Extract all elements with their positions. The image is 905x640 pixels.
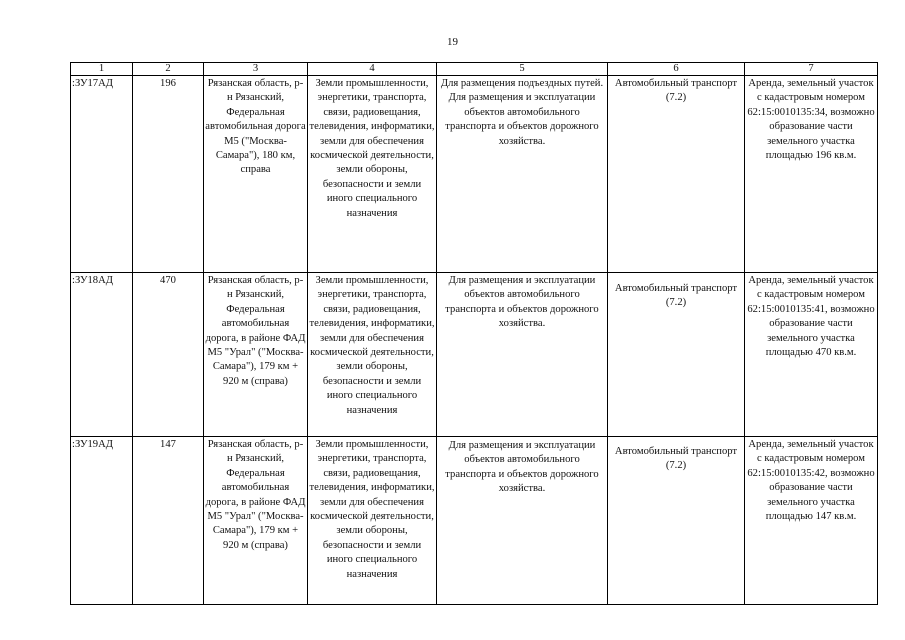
land-category-cell: Земли промышленности, энергетики, транспорта, связи, радиовещания, телевидения, информатики, земли для обеспечения космической деятельности, земли обороны, безопасности и земли иного специального назначения bbox=[308, 273, 437, 437]
rights-cell: Аренда, земельный участок с кадастровым номером 62:15:0010135:34, возможно образование части земельного участка площадью 196 кв.м. bbox=[745, 76, 878, 273]
purpose-cell: Для размещения и эксплуатации объектов автомобильного транспорта и объектов дорожного хозяйства. bbox=[437, 273, 608, 437]
rights-cell: Аренда, земельный участок с кадастровым номером 62:15:0010135:42, возможно образование части земельного участка площадью 147 кв.м. bbox=[745, 437, 878, 605]
table-row bbox=[71, 273, 878, 437]
purpose-cell: Для размещения подъездных путей. Для размещения и эксплуатации объектов автомобильного транспорта и объектов дорожного хозяйства. bbox=[437, 76, 608, 273]
plot-area-cell: 470 bbox=[133, 273, 204, 437]
column-number-header: 5 bbox=[437, 63, 608, 76]
table-row bbox=[71, 437, 878, 605]
purpose-cell: Для размещения и эксплуатации объектов автомобильного транспорта и объектов дорожного хозяйства. bbox=[437, 437, 608, 605]
column-number-header: 3 bbox=[204, 63, 308, 76]
rights-cell: Аренда, земельный участок с кадастровым номером 62:15:0010135:41, возможно образование части земельного участка площадью 470 кв.м. bbox=[745, 273, 878, 437]
table-row bbox=[71, 76, 878, 273]
column-number-header: 1 bbox=[71, 63, 133, 76]
column-number-header: 4 bbox=[308, 63, 437, 76]
page-number: 19 bbox=[447, 36, 458, 48]
plot-id-cell: :ЗУ19АД bbox=[71, 437, 133, 605]
column-number-header: 7 bbox=[745, 63, 878, 76]
column-number-row bbox=[71, 63, 878, 76]
column-number-header: 6 bbox=[608, 63, 745, 76]
plot-area-cell: 196 bbox=[133, 76, 204, 273]
land-category-cell: Земли промышленности, энергетики, транспорта, связи, радиовещания, телевидения, информатики, земли для обеспечения космической деятельности, земли обороны, безопасности и земли иного специального назначения bbox=[308, 437, 437, 605]
permitted-use-cell: Автомобильный транспорт (7.2) bbox=[608, 76, 745, 273]
land-category-cell: Земли промышленности, энергетики, транспорта, связи, радиовещания, телевидения, информатики, земли для обеспечения космической деятельности, земли обороны, безопасности и земли иного специального назначения bbox=[308, 76, 437, 273]
plot-area-cell: 147 bbox=[133, 437, 204, 605]
permitted-use-cell: Автомобильный транспорт (7.2) bbox=[608, 437, 745, 605]
plot-location-cell: Рязанская область, р-н Рязанский, Федеральная автомобильная дорога, в районе ФАД М5 "Урал" ("Москва- Самара"), 179 км + 920 м (справа) bbox=[204, 437, 308, 605]
plot-id-cell: :ЗУ17АД bbox=[71, 76, 133, 273]
land-plots-table bbox=[70, 62, 878, 605]
plot-location-cell: Рязанская область, р-н Рязанский, Федеральная автомобильная дорога, в районе ФАД М5 "Урал" ("Москва-Самара"), 179 км + 920 м (справа) bbox=[204, 273, 308, 437]
column-number-header: 2 bbox=[133, 63, 204, 76]
permitted-use-cell: Автомобильный транспорт (7.2) bbox=[608, 273, 745, 437]
plot-location-cell: Рязанская область, р-н Рязанский, Федеральная автомобильная дорога М5 ("Москва-Самара"), 180 км, справа bbox=[204, 76, 308, 273]
plot-id-cell: :ЗУ18АД bbox=[71, 273, 133, 437]
